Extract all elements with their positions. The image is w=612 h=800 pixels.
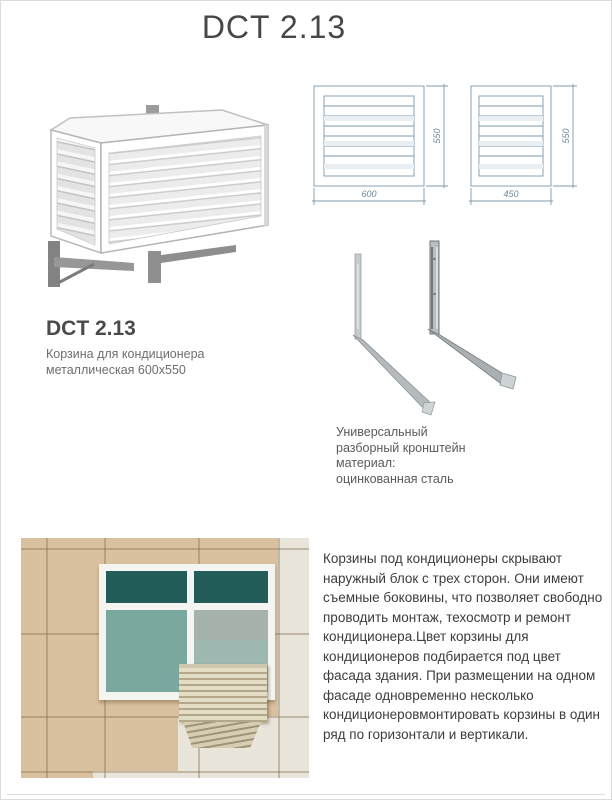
page-edge-line xyxy=(7,794,605,795)
bracket-caption xyxy=(336,425,466,487)
front-view-louvers xyxy=(324,96,414,176)
bracket-caption-line: оцинкованная сталь xyxy=(336,471,454,486)
tile-seam xyxy=(46,538,48,778)
product-info xyxy=(46,317,205,378)
bracket-caption-line: разборный кронштейн xyxy=(336,440,466,455)
product-description-line1: Корзина для кондиционера xyxy=(46,347,205,361)
product-render-illustration xyxy=(26,73,306,318)
technical-drawings xyxy=(309,81,609,226)
tile-seam xyxy=(21,771,309,773)
bracket-right xyxy=(428,241,516,389)
tile-seam xyxy=(278,538,280,778)
side-height-label: 550 xyxy=(561,128,571,144)
product-description-line2: металлическая 600x550 xyxy=(46,363,186,377)
side-view-louvers xyxy=(479,96,543,176)
brackets-photo xyxy=(336,239,586,424)
basket-side-slats xyxy=(57,138,95,245)
side-width-label: 450 xyxy=(503,189,519,199)
installed-ac-basket-supports xyxy=(183,722,261,748)
bracket-caption-line: Универсальный xyxy=(336,425,428,439)
basket-edge-shade xyxy=(264,125,268,226)
page-title: DCT 2.13 xyxy=(201,9,347,45)
facade-photo xyxy=(21,538,309,778)
installed-ac-basket xyxy=(179,664,267,722)
tile-seam xyxy=(21,548,309,550)
bracket-left xyxy=(353,254,435,415)
bracket-arm-right xyxy=(161,245,236,263)
window-pane-left xyxy=(106,610,187,692)
mount-strap-bottom xyxy=(148,251,161,283)
front-height-label: 550 xyxy=(432,128,442,144)
window-open-sash xyxy=(187,610,268,640)
bracket-caption-line: материал: xyxy=(336,456,396,470)
product-name: DCT 2.13 xyxy=(46,317,136,340)
product-long-description: Корзины под кондиционеры скрывают наружный блок с трех сторон. Они имеют съемные боковины, что позволяет свободно проводить монтаж, техосмотр и ремонт кондиционера.Цвет корзины для кондиционеров подбирается под цвет фасада здания. При размещении на одном фасаде одновременно несколько кондиционеровмонтировать корзины в один ряд по горизонтали и вертикали. xyxy=(323,551,603,742)
front-width-label: 600 xyxy=(361,189,377,199)
